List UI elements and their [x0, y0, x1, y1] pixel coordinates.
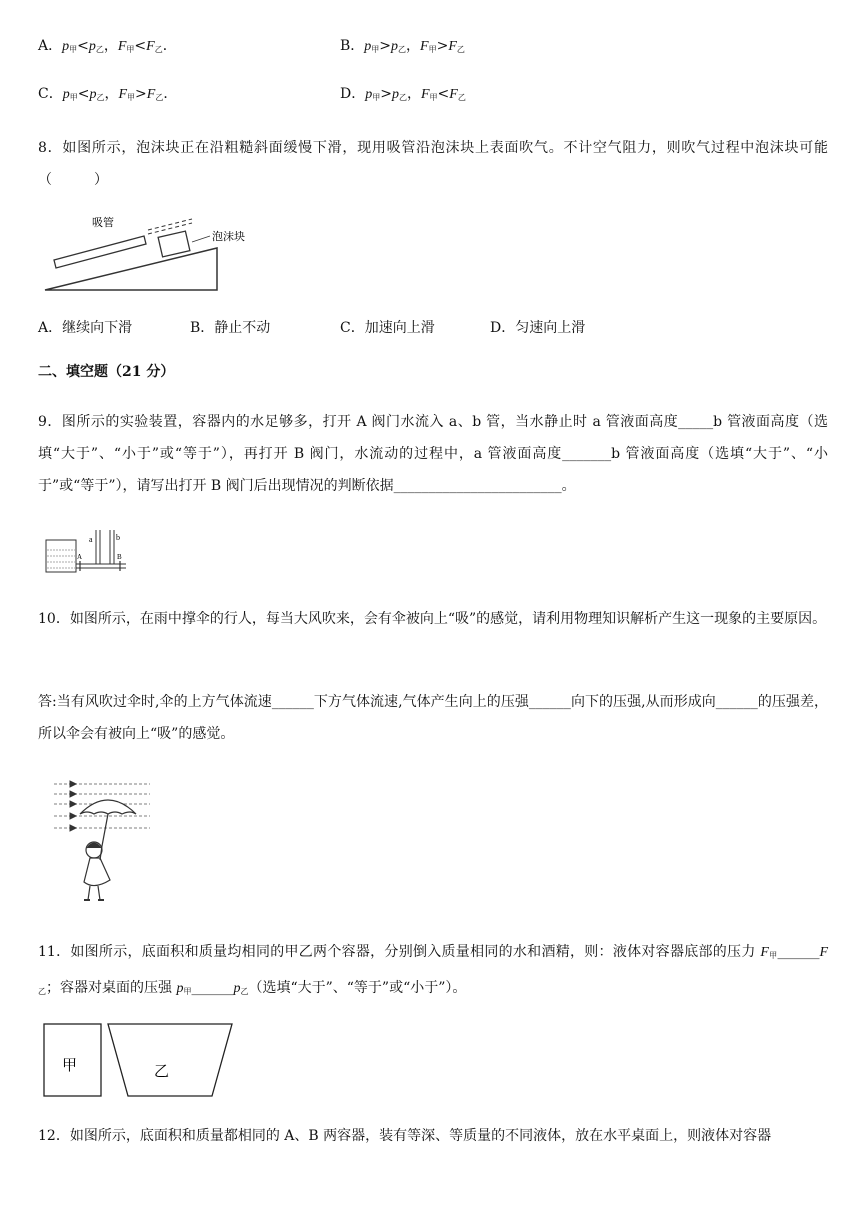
q9-apparatus-figure [42, 528, 134, 576]
label-jia: 甲 [62, 1056, 78, 1074]
q8-option-b: B．静止不动 [190, 320, 271, 336]
container-yi [108, 1024, 232, 1096]
svg-text:b: b [116, 533, 120, 542]
q7-option-d: D．$p_甲>p_乙$，$F_甲<F_乙$ [340, 86, 466, 102]
label-foam: 泡沫块 [212, 230, 245, 243]
umbrella-handle [102, 814, 108, 846]
svg-text:A: A [77, 553, 83, 561]
label-straw: 吸管 [92, 216, 114, 229]
q7-option-a: A．$p_甲<p_乙$，$F_甲<F_乙$． [38, 38, 177, 54]
straw-tube [54, 236, 146, 268]
q7-option-c: C．$p_甲<p_乙$，$F_甲>F_乙$． [38, 86, 178, 102]
q8-incline-figure [42, 212, 245, 294]
person-dress [84, 858, 110, 886]
q11-question: 11．如图所示，底面积和质量均相同的甲乙两个容器，分别倒入质量相同的水和酒精，则：液体对容器底部的压力 $F_甲\_\_\_\_\_\_F_乙$；容器对桌面的压强 $p_甲\_\_\_\_\_\_p_乙$（选填“大于”、“等于”或“小于”）。 [38, 944, 829, 996]
q10-umbrella-figure [50, 778, 160, 906]
q12-question: 12．如图所示，底面积和质量都相同的 A、B 两容器，装有等深、等质量的不同液体，放在水平桌面上，则液体对容器 [38, 1128, 772, 1144]
svg-text:a: a [89, 535, 93, 544]
q8-question: 8．如图所示，泡沫块正在沿粗糙斜面缓慢下滑，现用吸管沿泡沫块上表面吹气。不计空气阻力，则吹气过程中泡沫块可能（ ） [38, 140, 828, 188]
incline-slope [45, 248, 217, 290]
umbrella-canopy [80, 800, 136, 814]
section-2-title: 二、填空题（21 分） [38, 364, 175, 380]
leader-line [192, 236, 210, 242]
q10-answer: 答:当有风吹过伞时,伞的上方气体流速______下方气体流速,气体产生向上的压强______向下的压强,从而形成向______的压强差，所以伞会有被向上“吸”的感觉。 [38, 694, 828, 742]
wind-arrows [70, 781, 76, 831]
q9-question: 9．图所示的实验装置，容器内的水足够多，打开 A 阀门水流入 a、b 管，当水静止时 a 管液面高度_____b 管液面高度（选填“大于”、“小于”或“等于”），再打开 B 阀门，水流动的过程中，a 管液面高度_______b 管液面高度（选填“大于”、“小于”或“等于”），请写出打开 B 阀门后出现情况的判断依据________________________。 [38, 414, 828, 494]
q7-option-b: B．$p_甲>p_乙$，$F_甲>F_乙$ [340, 38, 465, 54]
q8-option-d: D．匀速向上滑 [490, 320, 586, 336]
q8-option-a: A．继续向下滑 [38, 320, 133, 336]
q11-containers-figure [42, 1022, 234, 1098]
svg-text:B: B [117, 553, 122, 561]
label-yi: 乙 [154, 1062, 170, 1080]
q10-question: 10．如图所示，在雨中撑伞的行人，每当大风吹来，会有伞被向上“吸”的感觉，请利用物理知识解析产生这一现象的主要原因。 [38, 611, 827, 627]
q8-option-c: C．加速向上滑 [340, 320, 435, 336]
foam-block [158, 231, 190, 257]
